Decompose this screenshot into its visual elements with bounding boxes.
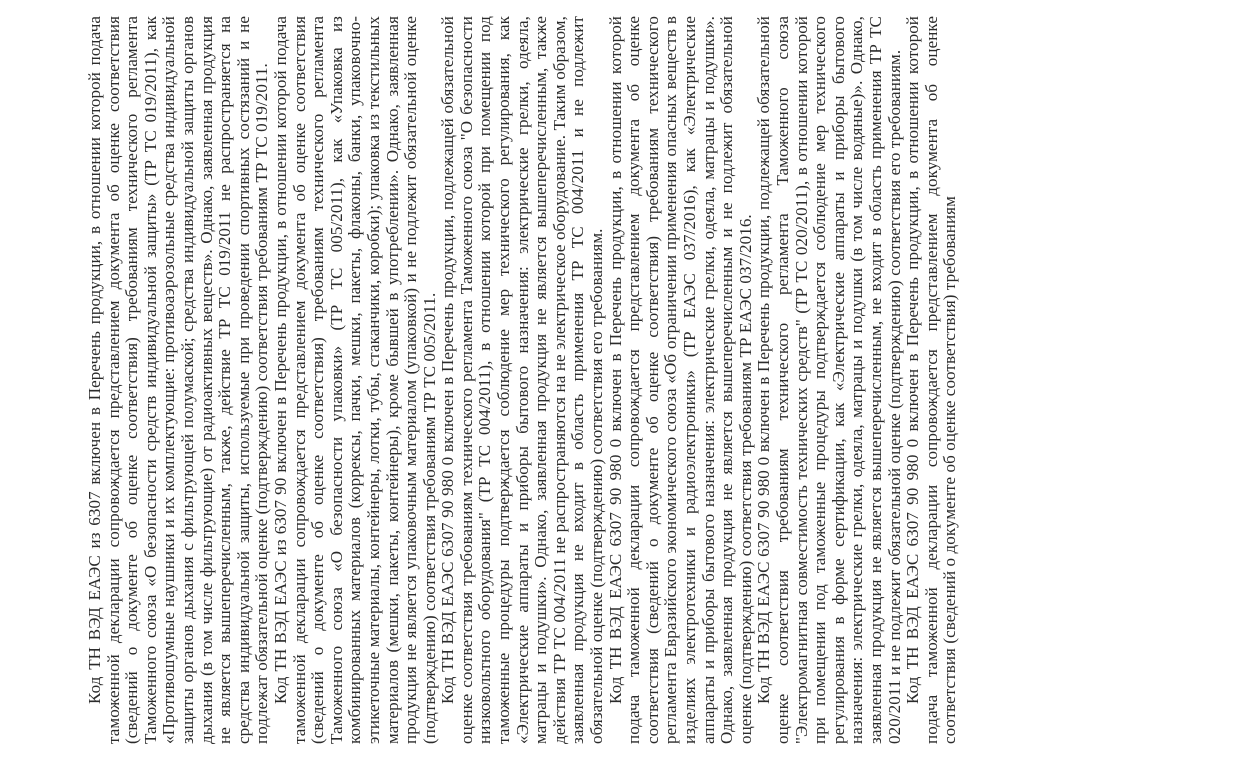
- paragraph-truncated: Код ТН ВЭД ЕАЭС 6307 90 980 0 включен в Перечень продукции, в отношении которой подача таможенной декларации сопровождается представлением документа об оценке соответствия (сведений о документе об оценке соответствия) требованиям: [903, 16, 960, 744]
- paragraph-tr-ts-005-2011: Код ТН ВЭД ЕАЭС из 6307 90 включен в Перечень продукции, в отношении которой подача таможенной декларации сопровождается представлением документа об оценке соответствия (сведений о документе об оценке соответствия) требованиям технического регламента Таможенного союза «О безопасности упаковки» (ТР ТС 005/2011), как «Упаковка из комбинированных материалов (коррексы, пачки, мешки, пакеты, флаконы, банки, упаковочно-этикеточные материалы, контейнеры, лотки, тубы, стаканчики, коробки); упаковка из текстильных материалов (мешки, пакеты, контейнеры), кроме бывшей в употреблении». Однако, заявленная продукция не является упаковочным материалом (упаковкой) и не подлежит обязательной оценке (подтверждению) соответствия требованиям ТР ТС 005/2011.: [270, 16, 439, 744]
- paragraph-tr-ts-019-2011: Код ТН ВЭД ЕАЭС из 6307 включен в Перечень продукции, в отношении которой подача таможенной декларации сопровождается представлением документа об оценке соответствия (сведений о документе об оценке соответствия) требованиям технического регламента Таможенного союза «О безопасности средств индивидуальной защиты» (ТР ТС 019/2011), как «Противошумные наушники и их комплектующие: противоаэрозольные средства индивидуальной защиты органов дыхания с фильтрующей полумаской; средства индивидуальной защиты органов дыхания (в том числе фильтрующие) от радиоактивных веществ». Однако, заявленная продукция не является вышеперечисленным, также, действие ТР ТС 019/2011 не распространяется на средства индивидуальной защиты, используемые при проведении спортивных состязаний и не подлежат обязательной оценке (подтверждению) соответствия требованиям ТР ТС 019/2011.: [85, 16, 272, 744]
- paragraph-tr-ts-020-2011: Код ТН ВЭД ЕАЭС 6307 90 980 0 включен в Перечень продукции, подлежащей обязательной оценке соответствия требованиям технического регламента Таможенного союза "Электромагнитная совместимость технических средств" (ТР ТС 020/2011), в отношении которой при помещении под таможенные процедуры подтверждается соблюдение мер технического регулирования в форме сертификации, как «Электрические аппараты и приборы бытового назначения: электрические грелки, одеяла, матрацы и подушки (в том числе водяные)». Однако, заявленная продукция не является вышеперечисленным, не входит в область применения ТР ТС 020/2011 и не подлежит обязательной оценке (подтверждению) соответствия его требованиям.: [754, 16, 904, 744]
- paragraph-tr-ts-004-2011: Код ТН ВЭД ЕАЭС 6307 90 980 0 включен в Перечень продукции, подлежащей обязательной оценке соответствия требованиям технического регламента Таможенного союза "О безопасности низковольтного оборудования" (ТР ТС 004/2011), в отношении которой при помещении под таможенные процедуры подтверждается соблюдение мер технического регулирования, как «Электрические аппараты и приборы бытового назначения: электрические грелки, одеяла, матрацы и подушки». Однако, заявленная продукция не является вышеперечисленным, также действия ТР ТС 004/2011 не распространяются на не электрическое оборудование. Таким образом, заявленная продукция не входит в область применения ТР ТС 004/2011 и не подлежит обязательной оценке (подтверждению) соответствия его требованиям.: [438, 16, 607, 744]
- rotated-text-block: [86, 16, 960, 744]
- paragraph-tr-eaes-037-2016: Код ТН ВЭД ЕАЭС 6307 90 980 0 включен в Перечень продукции, в отношении которой подача таможенной декларации сопровождается представлением документа об оценке соответствия (сведений о документе об оценке соответствия) требованиям технического регламента Евразийского экономического союза «Об ограничении применения опасных веществ в изделиях электротехники и радиоэлектроники» (ТР ЕАЭС 037/2016), как «Электрические аппараты и приборы бытового назначения: электрические грелки, одеяла, матрацы и подушки». Однако, заявленная продукция не является вышеперечисленным и не подлежит обязательной оценке (подтверждению) соответствия требованиям ТР ЕАЭС 037/2016.: [605, 16, 755, 744]
